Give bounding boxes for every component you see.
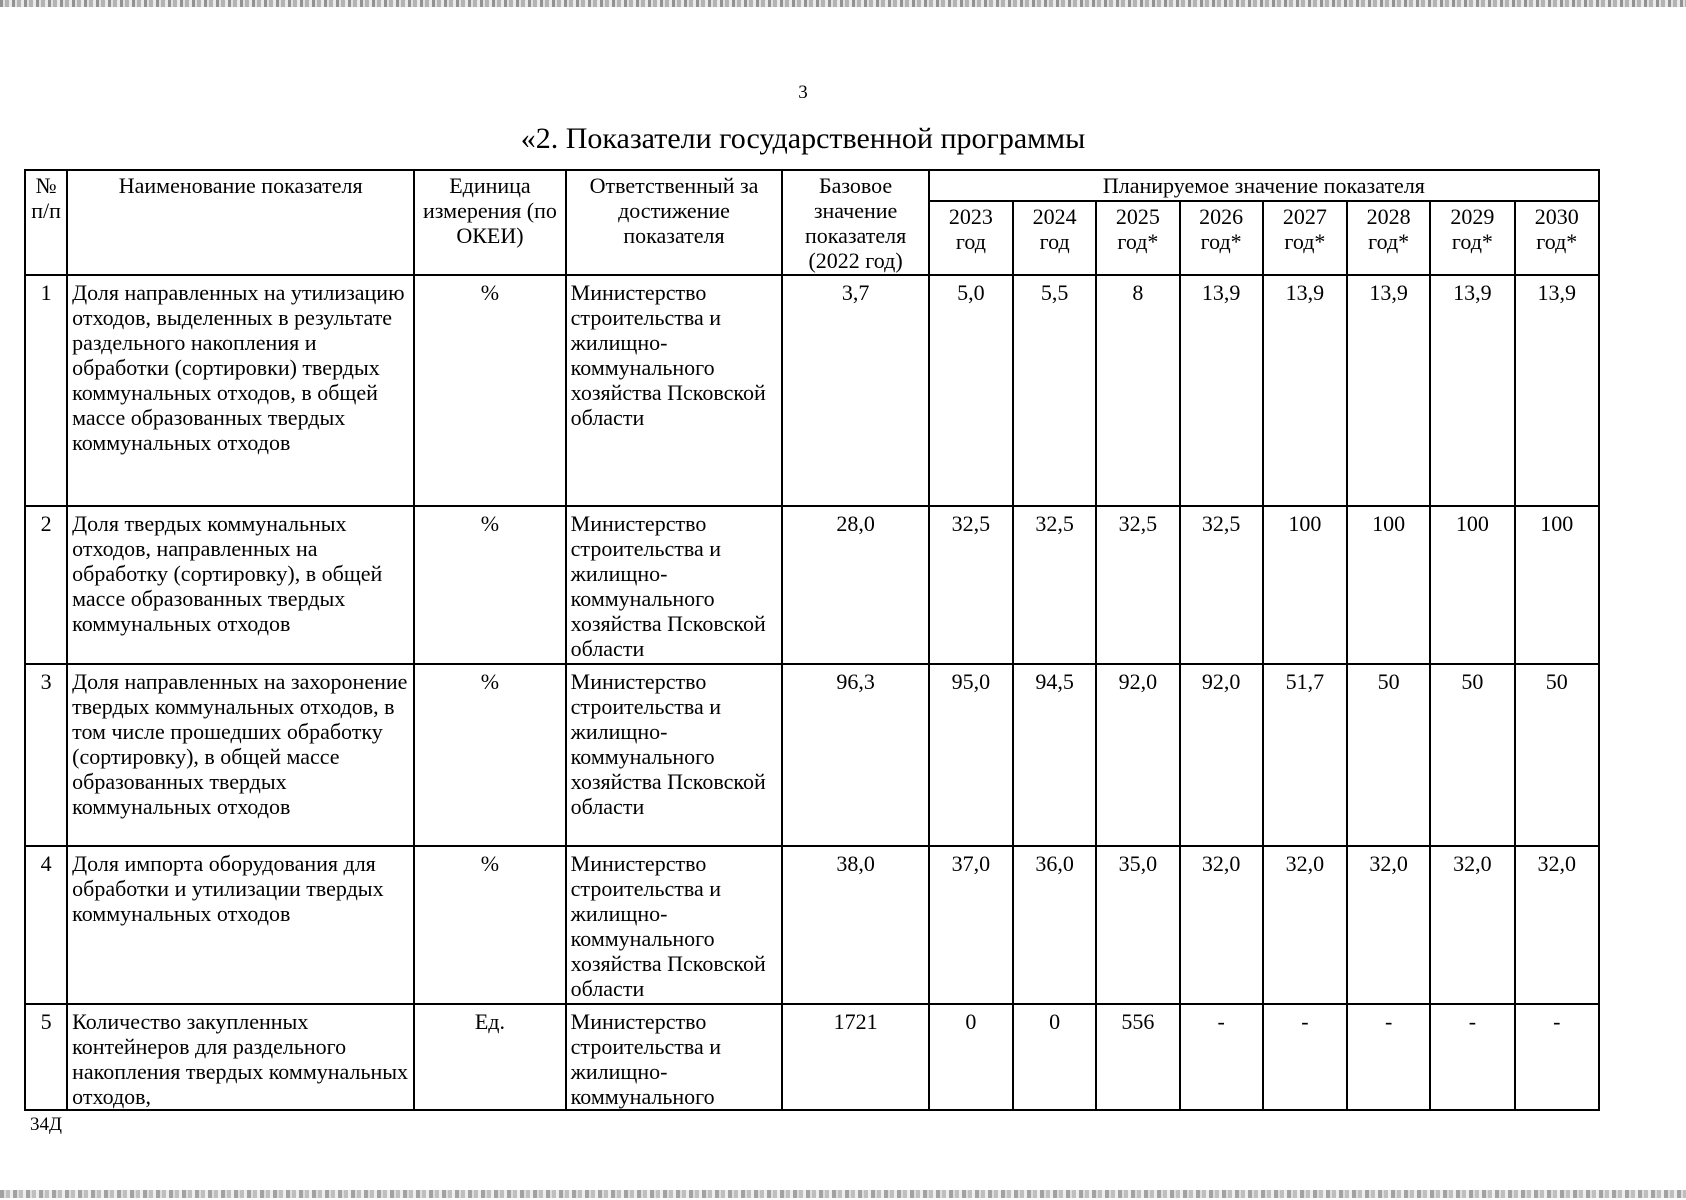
header-num: № п/п [25, 170, 67, 275]
row-num: 5 [25, 1004, 67, 1110]
table-row [25, 846, 1599, 1004]
row-num: 3 [25, 664, 67, 846]
unit-cell: Ед. [414, 1004, 565, 1110]
value-cell: 0 [1013, 1004, 1096, 1110]
table-row [25, 506, 1599, 664]
value-cell: 32,5 [1013, 506, 1096, 664]
value-cell: 94,5 [1013, 664, 1096, 846]
indicators-table [24, 169, 1600, 1111]
table-row [25, 1004, 1599, 1110]
responsible-cell: Министерство строительства и жилищно-коммунального хозяйства Псковской области [566, 664, 783, 846]
value-cell: 13,9 [1263, 275, 1347, 506]
header-year: 2026 год* [1180, 201, 1263, 275]
header-year: 2027 год* [1263, 201, 1347, 275]
indicator-name: Доля направленных на утилизацию отходов, выделенных в результате раздельного накопления и обработки (сортировки) твердых коммунальных отходов, в общей массе образованных твердых коммунальных отходов [67, 275, 414, 506]
value-cell: 13,9 [1180, 275, 1263, 506]
header-year: 2024 год [1013, 201, 1096, 275]
responsible-cell: Министерство строительства и жилищно-коммунального хозяйства Псковской области [566, 846, 783, 1004]
unit-cell: % [414, 664, 565, 846]
value-cell: - [1430, 1004, 1514, 1110]
header-year: 2023 год [929, 201, 1013, 275]
header-planned-value: Планируемое значение показателя [929, 170, 1599, 201]
indicator-name: Доля твердых коммунальных отходов, направленных на обработку (сортировку), в общей массе образованных твердых коммунальных отходов [67, 506, 414, 664]
value-cell: 92,0 [1096, 664, 1179, 846]
value-cell: 13,9 [1515, 275, 1599, 506]
table-row [25, 664, 1599, 846]
value-cell: 8 [1096, 275, 1179, 506]
row-num: 1 [25, 275, 67, 506]
header-year: 2025 год* [1096, 201, 1179, 275]
value-cell: 32,0 [1430, 846, 1514, 1004]
header-year: 2029 год* [1430, 201, 1514, 275]
header-name: Наименование показателя [67, 170, 414, 275]
value-cell: 100 [1263, 506, 1347, 664]
unit-cell: % [414, 846, 565, 1004]
value-cell: 32,0 [1347, 846, 1430, 1004]
value-cell: 50 [1347, 664, 1430, 846]
value-cell: 5,5 [1013, 275, 1096, 506]
value-cell: 51,7 [1263, 664, 1347, 846]
value-cell: 100 [1347, 506, 1430, 664]
table-row [25, 275, 1599, 506]
table-header [25, 170, 1599, 275]
value-cell: 32,0 [1180, 846, 1263, 1004]
value-cell: 32,5 [1180, 506, 1263, 664]
value-cell: 13,9 [1430, 275, 1514, 506]
page-number: 3 [798, 82, 808, 103]
value-cell: 50 [1515, 664, 1599, 846]
indicator-name: Доля импорта оборудования для обработки и утилизации твердых коммунальных отходов [67, 846, 414, 1004]
header-year: 2030 год* [1515, 201, 1599, 275]
row-num: 4 [25, 846, 67, 1004]
header-year: 2028 год* [1347, 201, 1430, 275]
indicator-name: Доля направленных на захоронение твердых коммунальных отходов, в том числе прошедших обработку (сортировку), в общей массе образованных твердых коммунальных отходов [67, 664, 414, 846]
row-num: 2 [25, 506, 67, 664]
value-cell: 5,0 [929, 275, 1013, 506]
value-cell: 50 [1430, 664, 1514, 846]
base-value-cell: 28,0 [782, 506, 928, 664]
base-value-cell: 38,0 [782, 846, 928, 1004]
value-cell: 13,9 [1347, 275, 1430, 506]
value-cell: - [1515, 1004, 1599, 1110]
unit-cell: % [414, 506, 565, 664]
value-cell: - [1180, 1004, 1263, 1110]
base-value-cell: 3,7 [782, 275, 928, 506]
value-cell: 37,0 [929, 846, 1013, 1004]
value-cell: 95,0 [929, 664, 1013, 846]
value-cell: - [1263, 1004, 1347, 1110]
value-cell: 92,0 [1180, 664, 1263, 846]
value-cell: 100 [1515, 506, 1599, 664]
responsible-cell: Министерство строительства и жилищно-коммунального [566, 1004, 783, 1110]
value-cell: 0 [929, 1004, 1013, 1110]
section-title: «2. Показатели государственной программы [520, 122, 1086, 155]
value-cell: 100 [1430, 506, 1514, 664]
base-value-cell: 96,3 [782, 664, 928, 846]
value-cell: 32,5 [1096, 506, 1179, 664]
header-unit: Единица измерения (по ОКЕИ) [414, 170, 565, 275]
base-value-cell: 1721 [782, 1004, 928, 1110]
header-responsible: Ответственный за достижение показателя [566, 170, 783, 275]
document-code: 34Д [30, 1114, 62, 1135]
unit-cell: % [414, 275, 565, 506]
indicator-name: Количество закупленных контейнеров для раздельного накопления твердых коммунальных отходов, [67, 1004, 414, 1110]
responsible-cell: Министерство строительства и жилищно-коммунального хозяйства Псковской области [566, 275, 783, 506]
value-cell: 556 [1096, 1004, 1179, 1110]
responsible-cell: Министерство строительства и жилищно-коммунального хозяйства Псковской области [566, 506, 783, 664]
value-cell: 32,0 [1515, 846, 1599, 1004]
value-cell: 32,5 [929, 506, 1013, 664]
value-cell: 32,0 [1263, 846, 1347, 1004]
scan-edge-top [0, 0, 1686, 7]
scan-edge-bottom [0, 1190, 1686, 1198]
value-cell: - [1347, 1004, 1430, 1110]
value-cell: 35,0 [1096, 846, 1179, 1004]
value-cell: 36,0 [1013, 846, 1096, 1004]
header-base-value: Базовое значение показателя (2022 год) [782, 170, 928, 275]
